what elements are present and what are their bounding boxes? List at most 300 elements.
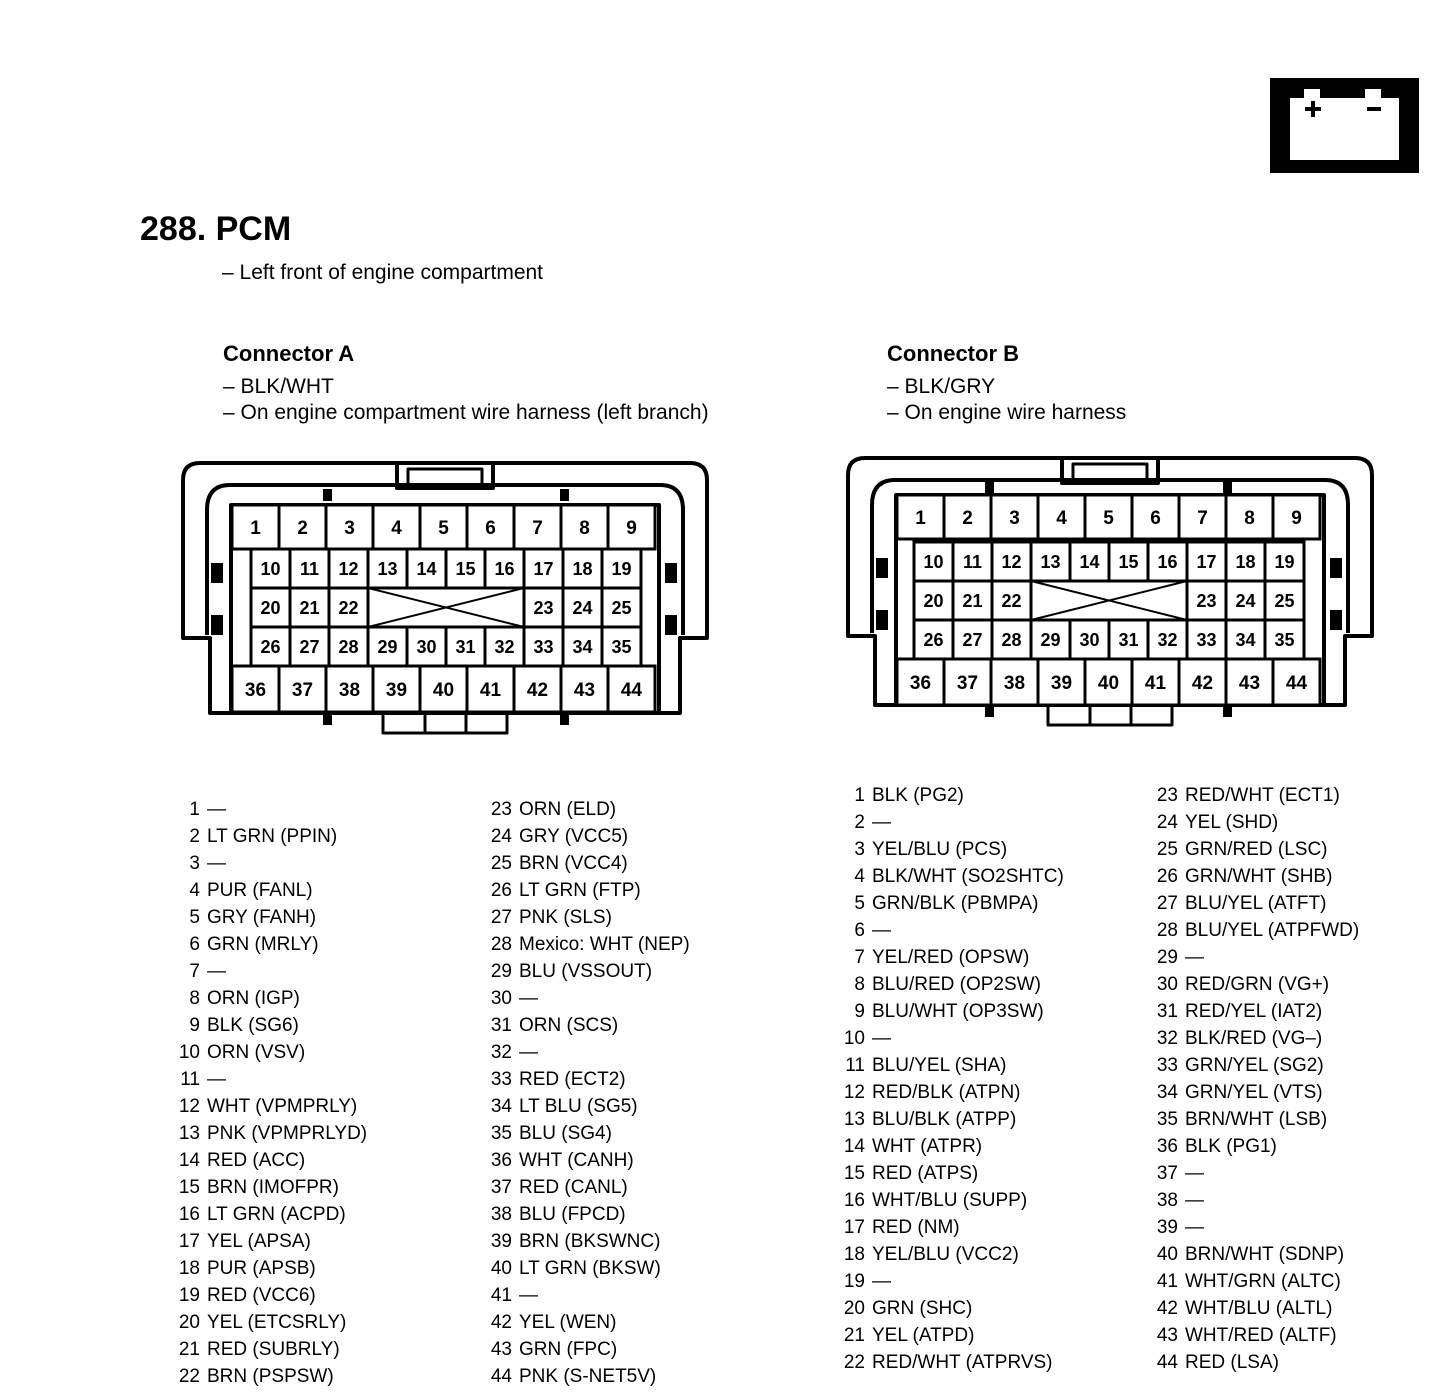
pin-wire: GRY (VCC5) (519, 826, 629, 847)
cavity-13 (1031, 542, 1070, 581)
pin-entry (833, 1322, 1064, 1349)
pin-entry (1146, 890, 1359, 917)
cavity-3 (326, 505, 373, 549)
pin-number: 30 (490, 988, 512, 1009)
cavity-number: 42 (526, 679, 549, 701)
cavity-number: 11 (299, 558, 320, 579)
pin-wire: ORN (VSV) (207, 1042, 306, 1063)
pin-number: 1 (854, 785, 865, 806)
pin-entry (480, 1093, 690, 1120)
cavity-24 (563, 588, 602, 627)
cavity-2 (279, 505, 326, 549)
pin-wire: — (207, 799, 226, 820)
cavity-number: 24 (1235, 590, 1256, 611)
connector-b-pinlist-23-44 (1146, 782, 1359, 1376)
cavity-number: 29 (1040, 629, 1061, 650)
pin-number: 25 (490, 853, 512, 874)
cavity-1 (232, 505, 279, 549)
cavity-number: 4 (1056, 507, 1067, 529)
pin-wire: RED (ACC) (207, 1150, 306, 1171)
cavity-number: 38 (1003, 672, 1026, 694)
pin-wire: GRN (SHC) (872, 1298, 973, 1319)
cavity-19 (602, 549, 641, 588)
cavity-3 (991, 495, 1038, 539)
pin-wire: BLK (PG1) (1185, 1136, 1277, 1157)
pin-number: 38 (1156, 1190, 1178, 1211)
cavity-33 (524, 627, 563, 666)
cavity-40 (420, 666, 467, 712)
cavity-16 (485, 549, 524, 588)
pin-entry (833, 917, 1064, 944)
cavity-number: 6 (485, 517, 496, 539)
cavity-44 (1273, 659, 1320, 705)
pin-entry (480, 1039, 690, 1066)
cavity-2 (944, 495, 991, 539)
cavity-number: 3 (344, 517, 355, 539)
pin-wire: RED (ATPS) (872, 1163, 979, 1184)
cavity-41 (1132, 659, 1179, 705)
cavity-4 (373, 505, 420, 549)
cavity-number: 30 (1079, 629, 1100, 650)
pin-wire: BRN (IMOFPR) (207, 1177, 339, 1198)
cavity-15 (1109, 542, 1148, 581)
cavity-number: 25 (1274, 590, 1295, 611)
pin-entry (833, 863, 1064, 890)
pin-wire: RED (LSA) (1185, 1352, 1279, 1373)
pin-entry (1146, 1187, 1359, 1214)
cavity-number: 19 (1274, 551, 1295, 572)
pin-number: 19 (178, 1285, 200, 1306)
pin-number: 6 (854, 920, 865, 941)
cavity-number: 17 (1196, 551, 1217, 572)
pin-number: 32 (490, 1042, 512, 1063)
pin-wire: GRN/YEL (SG2) (1185, 1055, 1324, 1076)
cavity-number: 5 (438, 517, 449, 539)
pin-number: 14 (843, 1136, 865, 1157)
cavity-number: 25 (611, 597, 632, 618)
pin-entry (833, 1268, 1064, 1295)
pin-wire: RED/YEL (IAT2) (1185, 1001, 1323, 1022)
pin-number: 29 (1156, 947, 1178, 968)
pin-entry (1146, 1079, 1359, 1106)
pin-wire: RED (SUBRLY) (207, 1339, 340, 1360)
cavity-number: 12 (338, 558, 359, 579)
pin-wire: YEL/RED (OPSW) (872, 947, 1030, 968)
pin-number: 33 (1156, 1055, 1178, 1076)
cavity-number: 35 (1274, 629, 1295, 650)
pin-wire: RED/GRN (VG+) (1185, 974, 1330, 995)
pin-number: 13 (843, 1109, 865, 1130)
pin-entry (1146, 1241, 1359, 1268)
pin-entry (480, 1201, 690, 1228)
cavity-number: 34 (1235, 629, 1256, 650)
pin-number: 37 (490, 1177, 512, 1198)
pin-wire: LT GRN (PPIN) (207, 826, 338, 847)
cavity-number: 24 (572, 597, 593, 618)
pin-entry (1146, 917, 1359, 944)
pin-wire: RED (ECT2) (519, 1069, 626, 1090)
pin-number: 21 (178, 1339, 200, 1360)
pin-entry (833, 809, 1064, 836)
pin-number: 11 (180, 1069, 200, 1090)
cavity-5 (1085, 495, 1132, 539)
cavity-number: 37 (291, 679, 314, 701)
cavity-42 (514, 666, 561, 712)
cavity-number: 18 (572, 558, 593, 579)
cavity-number: 34 (572, 636, 593, 657)
pin-entry (480, 850, 690, 877)
cavity-number: 3 (1009, 507, 1020, 529)
cavity-19 (1265, 542, 1304, 581)
battery-icon (1270, 78, 1419, 173)
pin-entry (1146, 1052, 1359, 1079)
pin-entry (833, 890, 1064, 917)
cavity-number: 39 (385, 679, 408, 701)
cavity-number: 42 (1191, 672, 1214, 694)
pin-number: 39 (1156, 1217, 1178, 1238)
pin-wire: BLU (SG4) (519, 1123, 612, 1144)
pin-wire: GRN/BLK (PBMPA) (872, 893, 1039, 914)
pin-number: 35 (1156, 1109, 1178, 1130)
pin-wire: ORN (IGP) (207, 988, 300, 1009)
pin-entry (480, 823, 690, 850)
cavity-26 (251, 627, 290, 666)
cavity-14 (1070, 542, 1109, 581)
cavity-number: 20 (923, 590, 944, 611)
cavity-10 (251, 549, 290, 588)
pin-wire: BLU/RED (OP2SW) (872, 974, 1041, 995)
cavity-number: 5 (1103, 507, 1114, 529)
cavity-31 (1109, 620, 1148, 659)
pin-entry (480, 904, 690, 931)
cavity-29 (368, 627, 407, 666)
pin-entry (1146, 809, 1359, 836)
pin-wire: BRN (PSPSW) (207, 1366, 334, 1387)
cavity-7 (1179, 495, 1226, 539)
pin-number: 3 (189, 853, 200, 874)
pin-wire: WHT (CANH) (519, 1150, 634, 1171)
cavity-33 (1187, 620, 1226, 659)
connector-b-pinlist-1-22 (833, 782, 1064, 1376)
pin-entry (168, 823, 367, 850)
cavity-number: 22 (338, 597, 359, 618)
pin-number: 6 (189, 934, 200, 955)
pin-entry (1146, 998, 1359, 1025)
cavity-number: 44 (1285, 672, 1308, 694)
pin-wire: BLU (FPCD) (519, 1204, 626, 1225)
pin-number: 20 (843, 1298, 865, 1319)
cavity-number: 28 (338, 636, 359, 657)
pin-wire: LT GRN (ACPD) (207, 1204, 346, 1225)
pin-wire: RED (VCC6) (207, 1285, 316, 1306)
pin-wire: — (872, 1271, 891, 1292)
connector-a-location: – On engine compartment wire harness (left branch) (223, 401, 709, 424)
pin-number: 34 (490, 1096, 512, 1117)
pin-entry (1146, 1160, 1359, 1187)
pin-wire: ORN (ELD) (519, 799, 617, 820)
cavity-number: 15 (455, 558, 476, 579)
cavity-11 (290, 549, 329, 588)
cavity-number: 43 (1238, 672, 1261, 694)
pin-number: 33 (490, 1069, 512, 1090)
cavity-30 (1070, 620, 1109, 659)
pin-entry (1146, 1322, 1359, 1349)
pin-wire: BLU (VSSOUT) (519, 961, 653, 982)
cavity-number: 23 (533, 597, 554, 618)
pin-number: 21 (843, 1325, 865, 1346)
cavity-number: 2 (297, 517, 308, 539)
pin-number: 10 (843, 1028, 865, 1049)
cavity-32 (485, 627, 524, 666)
pin-entry (833, 1079, 1064, 1106)
pin-entry (1146, 863, 1359, 890)
pin-number: 14 (178, 1150, 200, 1171)
pin-number: 1 (189, 799, 200, 820)
pin-entry (168, 1093, 367, 1120)
pin-number: 15 (843, 1163, 865, 1184)
pin-wire: YEL (ATPD) (872, 1325, 975, 1346)
pin-entry (168, 958, 367, 985)
cavity-number: 7 (1197, 507, 1208, 529)
cavity-27 (290, 627, 329, 666)
pin-entry (168, 1201, 367, 1228)
pin-wire: RED/WHT (ATPRVS) (872, 1352, 1053, 1373)
cavity-35 (602, 627, 641, 666)
pin-number: 11 (845, 1055, 865, 1076)
pin-wire: WHT/BLU (SUPP) (872, 1190, 1028, 1211)
pin-entry (168, 1039, 367, 1066)
cavity-number: 27 (299, 636, 320, 657)
pin-entry (168, 1147, 367, 1174)
blocked-cavity (1031, 581, 1187, 620)
cavity-12 (329, 549, 368, 588)
pin-wire: GRN (FPC) (519, 1339, 618, 1360)
cavity-number: 8 (1244, 507, 1255, 529)
cavity-31 (446, 627, 485, 666)
cavity-11 (953, 542, 992, 581)
pin-entry (1146, 836, 1359, 863)
cavity-number: 35 (611, 636, 632, 657)
pin-number: 42 (490, 1312, 512, 1333)
pin-number: 43 (1156, 1325, 1178, 1346)
cavity-number: 10 (923, 551, 944, 572)
cavity-number: 44 (620, 679, 643, 701)
cavity-12 (992, 542, 1031, 581)
cavity-number: 18 (1235, 551, 1256, 572)
pin-entry (480, 796, 690, 823)
cavity-number: 14 (416, 558, 437, 579)
pin-wire: — (519, 1042, 538, 1063)
pin-wire: BLK (SG6) (207, 1015, 299, 1036)
pin-number: 27 (1156, 893, 1178, 914)
pin-number: 12 (843, 1082, 865, 1103)
pin-wire: GRN/RED (LSC) (1185, 839, 1328, 860)
pin-wire: LT GRN (FTP) (519, 880, 641, 901)
cavity-8 (1226, 495, 1273, 539)
cavity-4 (1038, 495, 1085, 539)
pin-number: 4 (854, 866, 865, 887)
cavity-34 (1226, 620, 1265, 659)
connector-a-pinlist-1-22 (168, 796, 367, 1390)
pin-entry (833, 1160, 1064, 1187)
connector-a-title: Connector A (223, 341, 355, 366)
cavity-17 (524, 549, 563, 588)
pin-number: 8 (854, 974, 865, 995)
pin-entry (833, 1295, 1064, 1322)
pin-number: 5 (189, 907, 200, 928)
pin-wire: — (872, 812, 891, 833)
cavity-29 (1031, 620, 1070, 659)
pin-number: 28 (490, 934, 512, 955)
pin-entry (168, 904, 367, 931)
pin-entry (1146, 1106, 1359, 1133)
pin-entry (480, 1147, 690, 1174)
pin-entry (833, 1241, 1064, 1268)
cavity-number: 1 (915, 507, 926, 529)
pin-number: 18 (178, 1258, 200, 1279)
pin-wire: RED (CANL) (519, 1177, 628, 1198)
pin-entry (480, 1174, 690, 1201)
component-location: – Left front of engine compartment (222, 261, 544, 284)
cavity-38 (326, 666, 373, 712)
pin-entry (833, 944, 1064, 971)
pin-entry (480, 1336, 690, 1363)
cavity-number: 39 (1050, 672, 1073, 694)
cavity-number: 31 (1118, 629, 1139, 650)
pin-wire: BLU/YEL (ATFT) (1185, 893, 1327, 914)
cavity-13 (368, 549, 407, 588)
pin-number: 10 (178, 1042, 200, 1063)
pin-number: 24 (490, 826, 512, 847)
cavity-number: 36 (909, 672, 932, 694)
cavity-number: 22 (1001, 590, 1022, 611)
pin-entry (1146, 1133, 1359, 1160)
cavity-number: 4 (391, 517, 402, 539)
pin-entry (168, 850, 367, 877)
cavity-number: 16 (1157, 551, 1178, 572)
pin-entry (168, 1174, 367, 1201)
pin-entry (833, 1214, 1064, 1241)
pin-entry (1146, 1295, 1359, 1322)
pin-wire: LT GRN (BKSW) (519, 1258, 661, 1279)
pin-wire: BLK (PG2) (872, 785, 964, 806)
cavity-18 (1226, 542, 1265, 581)
pin-number: 3 (854, 839, 865, 860)
cavity-25 (602, 588, 641, 627)
cavity-number: 23 (1196, 590, 1217, 611)
pin-wire: BRN (VCC4) (519, 853, 628, 874)
pin-entry (168, 1012, 367, 1039)
cavity-number: 30 (416, 636, 437, 657)
cavity-37 (944, 659, 991, 705)
cavity-36 (232, 666, 279, 712)
pin-wire: RED (NM) (872, 1217, 960, 1238)
cavity-27 (953, 620, 992, 659)
pin-number: 12 (178, 1096, 200, 1117)
pin-wire: RED/WHT (ECT1) (1185, 785, 1340, 806)
pin-wire: YEL (APSA) (207, 1231, 311, 1252)
cavity-9 (608, 505, 655, 549)
cavity-number: 20 (260, 597, 281, 618)
pin-wire: — (519, 1285, 538, 1306)
pin-entry (1146, 944, 1359, 971)
pin-number: 44 (1156, 1352, 1178, 1373)
cavity-number: 10 (260, 558, 281, 579)
pin-entry (1146, 782, 1359, 809)
pin-number: 4 (189, 880, 200, 901)
cavity-39 (373, 666, 420, 712)
pin-entry (480, 931, 690, 958)
pin-entry (480, 958, 690, 985)
cavity-number: 21 (299, 597, 320, 618)
pin-number: 23 (490, 799, 512, 820)
pin-number: 5 (854, 893, 865, 914)
pin-number: 26 (490, 880, 512, 901)
cavity-number: 40 (432, 679, 455, 701)
pin-number: 38 (490, 1204, 512, 1225)
cavity-number: 31 (455, 636, 476, 657)
pin-number: 13 (178, 1123, 200, 1144)
cavity-28 (329, 627, 368, 666)
cavity-number: 33 (1196, 629, 1217, 650)
cavity-number: 27 (962, 629, 983, 650)
cavity-number: 13 (1040, 551, 1061, 572)
pin-wire: GRN/WHT (SHB) (1185, 866, 1333, 887)
pin-number: 22 (178, 1366, 200, 1387)
cavity-20 (914, 581, 953, 620)
pin-wire: BRN (BKSWNC) (519, 1231, 661, 1252)
cavity-number: 15 (1118, 551, 1139, 572)
pin-entry (833, 1052, 1064, 1079)
pin-number: 23 (1156, 785, 1178, 806)
pin-entry (168, 1255, 367, 1282)
pin-number: 9 (854, 1001, 865, 1022)
pin-number: 20 (178, 1312, 200, 1333)
cavity-number: 16 (494, 558, 515, 579)
pin-number: 31 (1156, 1001, 1178, 1022)
pin-entry (480, 1120, 690, 1147)
pin-number: 41 (490, 1285, 512, 1306)
pin-entry (168, 1120, 367, 1147)
cavity-17 (1187, 542, 1226, 581)
pin-wire: BLU/BLK (ATPP) (872, 1109, 1017, 1130)
cavity-5 (420, 505, 467, 549)
cavity-6 (1132, 495, 1179, 539)
pin-number: 27 (490, 907, 512, 928)
cavity-15 (446, 549, 485, 588)
cavity-8 (561, 505, 608, 549)
pin-wire: — (872, 920, 891, 941)
pin-entry (168, 1336, 367, 1363)
cavity-14 (407, 549, 446, 588)
pin-wire: ORN (SCS) (519, 1015, 619, 1036)
pin-entry (168, 1228, 367, 1255)
pin-number: 19 (843, 1271, 865, 1292)
pin-wire: — (207, 853, 226, 874)
pin-wire: PNK (VPMPRLYD) (207, 1123, 368, 1144)
pin-number: 34 (1156, 1082, 1178, 1103)
cavity-44 (608, 666, 655, 712)
cavity-30 (407, 627, 446, 666)
cavity-number: 21 (962, 590, 983, 611)
cavity-number: 6 (1150, 507, 1161, 529)
pin-number: 35 (490, 1123, 512, 1144)
pin-wire: YEL (WEN) (519, 1312, 617, 1333)
cavity-number: 11 (962, 551, 983, 572)
blocked-cavity (368, 588, 524, 627)
cavity-number: 43 (573, 679, 596, 701)
cavity-20 (251, 588, 290, 627)
